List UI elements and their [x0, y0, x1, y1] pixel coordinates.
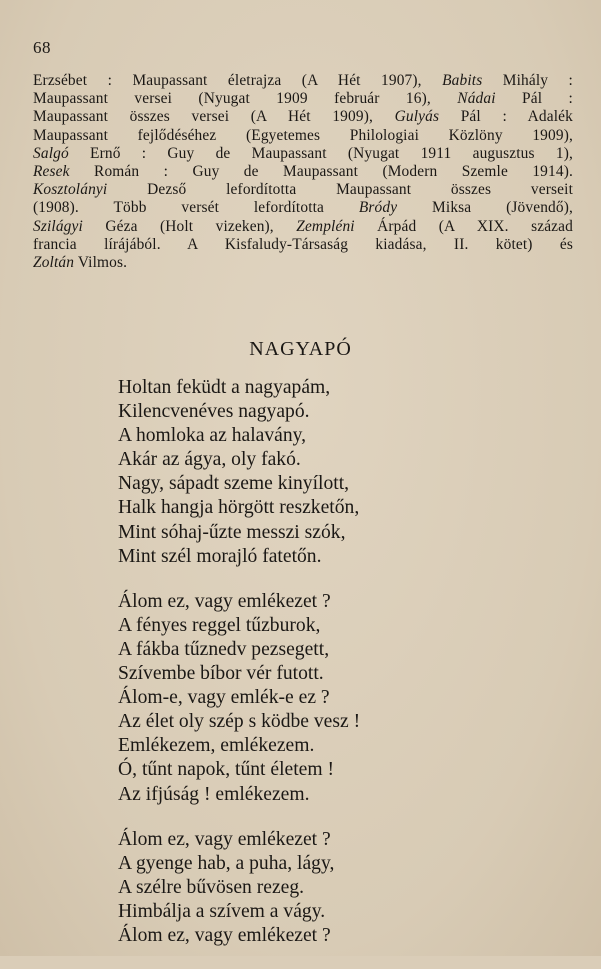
- bibliography-notes: [33, 72, 573, 272]
- verse-line: Nagy, sápadt szeme kinyílott,: [118, 473, 350, 495]
- notes-line-1: Erzsébet : Maupassant életrajza (A Hét 1907), Babits Mihály :: [33, 72, 573, 89]
- notes-line-11: Zoltán Vilmos.: [33, 254, 128, 272]
- stanza-3: [118, 828, 558, 948]
- notes-line-10: francia lírájából. A Kisfaludy-Társaság kiadása, II. kötet) és: [33, 235, 573, 253]
- notes-line-3: Maupassant összes versei (A Hét 1909), Gulyás Pál : Adalék: [33, 108, 573, 126]
- verse-line: Himbálja a szívem a vágy.: [118, 900, 326, 922]
- notes-line-9: Szilágyi Géza (Holt vizeken), Zempléni Árpád (A XIX. század: [33, 217, 573, 235]
- notes-line-6: Resek Román : Guy de Maupassant (Modern Szemle 1914).: [33, 163, 573, 181]
- notes-line-5: Salgó Ernő : Guy de Maupassant (Nyugat 1911 augusztus 1),: [33, 144, 573, 162]
- verse-line: Holtan feküdt a nagyapám,: [118, 377, 331, 398]
- verse-line: A szélre bűvösen rezeg.: [118, 876, 305, 898]
- verse-line: Álom-e, vagy emlék-e ez ?: [118, 687, 330, 709]
- verse-line: Szívembe bíbor vér futott.: [118, 663, 324, 685]
- poem-title: NAGYAPÓ: [249, 338, 352, 360]
- verse-line: Emlékezem, emlékezem.: [118, 735, 315, 757]
- stanza-2: [118, 590, 558, 807]
- poem-body: [118, 376, 558, 969]
- verse-line: A gyenge hab, a puha, lágy,: [118, 852, 335, 874]
- notes-line-7: Kosztolányi Dezső lefordította Maupassant összes verseit: [33, 181, 573, 199]
- notes-line-2: Maupassant versei (Nyugat 1909 február 16), Nádai Pál :: [33, 90, 573, 108]
- verse-line: Az ifjúság ! emlékezem.: [118, 783, 310, 805]
- stanza-1: [118, 376, 558, 569]
- verse-line: Halk hangja hörgött reszketőn,: [118, 497, 360, 519]
- notes-line-8: (1908). Több versét lefordította Bródy Miksa (Jövendő),: [33, 199, 573, 217]
- verse-line: Ó, tűnt napok, tűnt életem !: [118, 759, 335, 781]
- verse-line: Mint sóhaj-űzte messzi szók,: [118, 521, 346, 543]
- verse-line: A fákba tűznedv pezsegett,: [118, 638, 330, 660]
- verse-line: A homloka az halavány,: [118, 425, 307, 447]
- page-number: 68: [33, 38, 51, 57]
- verse-line: Álom ez, vagy emlékezet ?: [118, 828, 331, 850]
- verse-line: Kilencvenéves nagyapó.: [118, 401, 310, 423]
- verse-line: Álom ez, vagy emlékezet ?: [118, 924, 331, 946]
- verse-line: Akár az ágya, oly fakó.: [118, 449, 301, 471]
- notes-line-4: Maupassant fejlődéséhez (Egyetemes Philologiai Közlöny 1909),: [33, 126, 573, 144]
- verse-line: Álom ez, vagy emlékezet ?: [118, 590, 331, 612]
- verse-line: A fényes reggel tűzburok,: [118, 614, 321, 636]
- verse-line: Mint szél morajló fatetőn.: [118, 545, 322, 567]
- verse-line: Az élet oly szép s ködbe vesz !: [118, 711, 361, 733]
